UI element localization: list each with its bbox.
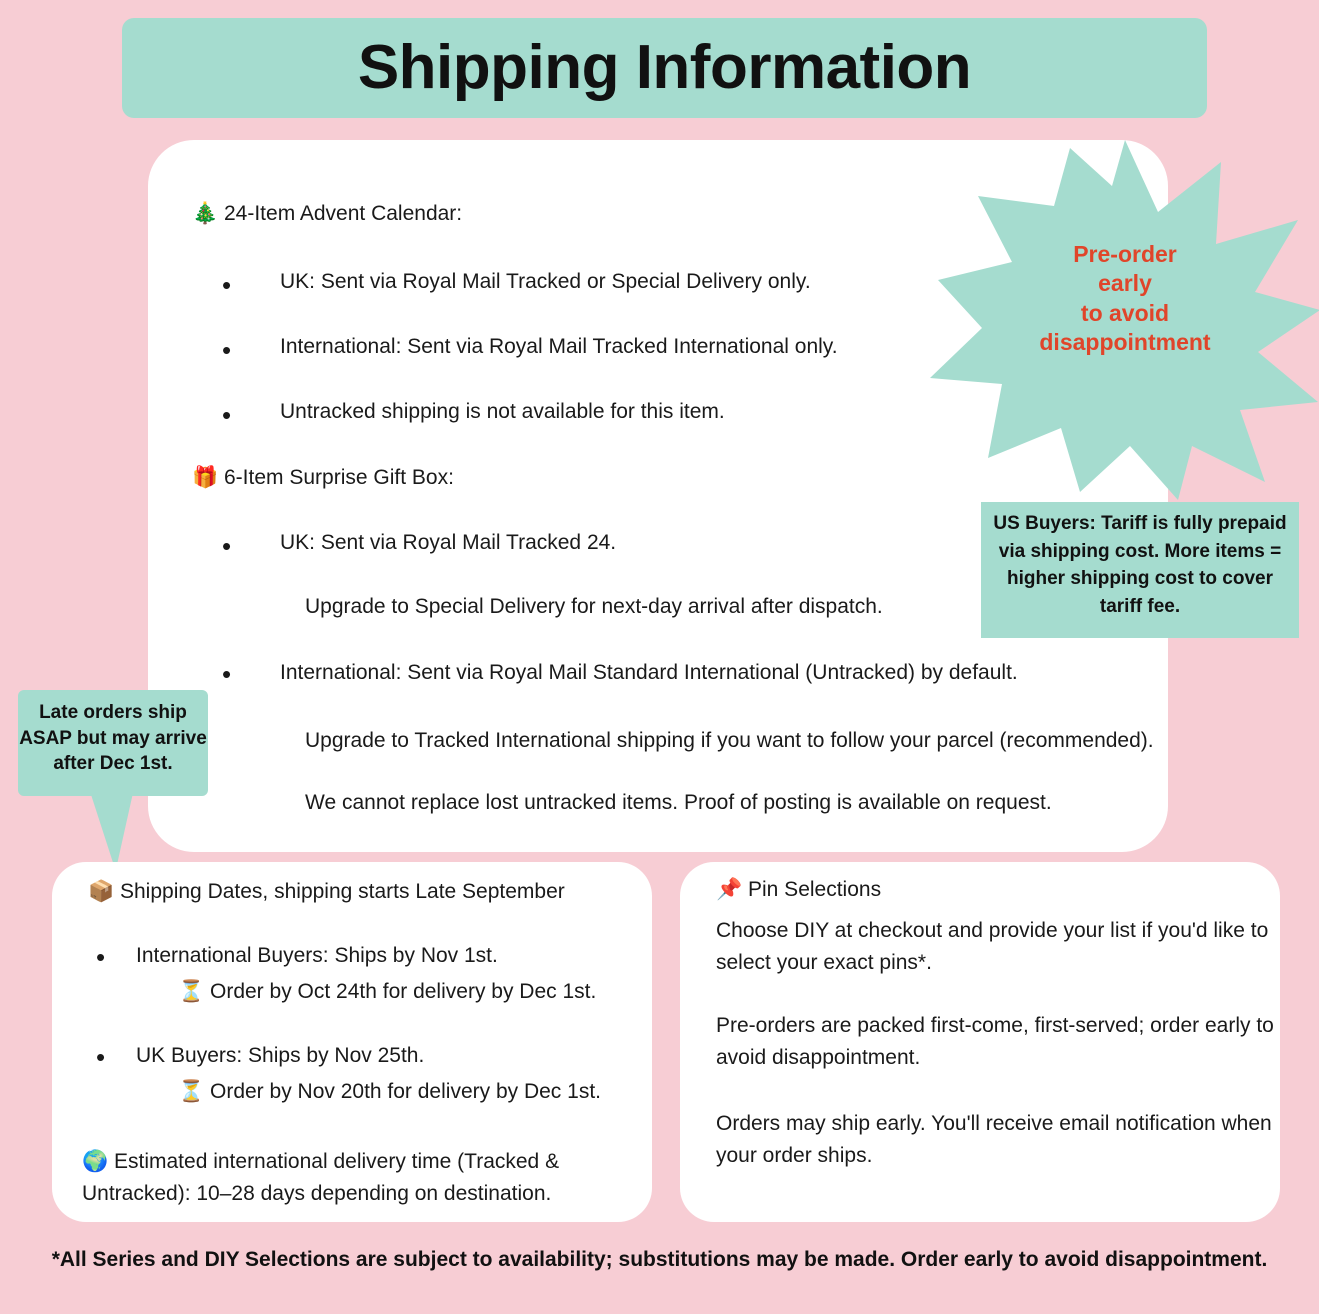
shipping-dates-international-sub: Order by Oct 24th for delivery by Dec 1st. xyxy=(210,980,597,1003)
giftbox-heading-row xyxy=(192,466,454,490)
pin-selections-heading-label: Pin Selections xyxy=(748,878,882,901)
bullet-marker: • xyxy=(222,335,232,365)
bullet-marker: • xyxy=(222,659,232,689)
pin-selections-paragraph-1: Choose DIY at checkout and provide your list if you'd like to select your exact pins*. xyxy=(716,919,1269,974)
us-buyers-tariff-note: US Buyers: Tariff is fully prepaid via shipping cost. More items = higher shipping cost to cover tariff fee. xyxy=(981,502,1299,638)
shipping-dates-uk-sub: Order by Nov 20th for delivery by Dec 1st. xyxy=(210,1080,601,1103)
christmas-tree-icon: 🎄 xyxy=(192,202,219,225)
starburst-line-2: early xyxy=(1098,270,1152,297)
globe-icon: 🌍 xyxy=(82,1150,109,1173)
late-orders-line-3: after Dec 1st. xyxy=(53,753,173,775)
package-icon: 📦 xyxy=(88,880,115,903)
bullet-marker: • xyxy=(96,942,106,972)
shipping-dates-heading-row xyxy=(88,880,565,904)
bullet-marker: • xyxy=(222,270,232,300)
pin-selections-paragraph-3: Orders may ship early. You'll receive email notification when your order ships. xyxy=(716,1112,1272,1167)
hourglass-icon: ⏳ xyxy=(178,1080,205,1103)
starburst-line-3: to avoid xyxy=(1080,299,1170,326)
advent-heading-row xyxy=(192,202,462,226)
late-orders-line-1: Late orders ship xyxy=(39,702,187,723)
estimated-delivery-row xyxy=(82,1146,622,1209)
shipping-dates-international-sub-row xyxy=(178,980,596,1004)
bullet-marker: • xyxy=(96,1042,106,1072)
shipping-dates-uk-main: UK Buyers: Ships by Nov 25th. xyxy=(136,1044,425,1067)
pin-selections-heading-row xyxy=(716,878,881,902)
giftbox-bullet-international: International: Sent via Royal Mail Standard International (Untracked) by default. xyxy=(280,661,1018,684)
pin-selections-paragraph-2: Pre-orders are packed first-come, first-served; order early to avoid disappointment. xyxy=(716,1014,1274,1069)
footer-disclaimer: *All Series and DIY Selections are subject to availability; substitutions may be made. Order early to avoid disappointment. xyxy=(51,1248,1268,1271)
gift-box-icon: 🎁 xyxy=(192,466,219,489)
advent-bullet-untracked: Untracked shipping is not available for this item. xyxy=(280,400,725,423)
advent-bullet-uk: UK: Sent via Royal Mail Tracked or Special Delivery only. xyxy=(280,270,811,293)
estimated-delivery-text: Estimated international delivery time (Tracked & Untracked): 10–28 days depending on destination. xyxy=(82,1150,560,1205)
shipping-dates-heading-label: Shipping Dates, shipping starts Late September xyxy=(120,880,565,903)
starburst-line-4: disappointment xyxy=(1039,329,1211,356)
speech-bubble-tail xyxy=(91,787,146,872)
advent-heading-label: 24-Item Advent Calendar: xyxy=(224,202,463,225)
preorder-starburst-text xyxy=(930,240,1319,358)
bullet-marker: • xyxy=(222,531,232,561)
giftbox-note-lost-items: We cannot replace lost untracked items. Proof of posting is available on request. xyxy=(305,791,1052,814)
pushpin-icon: 📌 xyxy=(716,878,743,901)
shipping-dates-uk-sub-row xyxy=(178,1080,601,1104)
advent-bullet-international: International: Sent via Royal Mail Tracked International only. xyxy=(280,335,838,358)
giftbox-heading-label: 6-Item Surprise Gift Box: xyxy=(224,466,454,489)
late-orders-line-2: ASAP but may arrive xyxy=(19,727,207,749)
giftbox-bullet-uk: UK: Sent via Royal Mail Tracked 24. xyxy=(280,531,617,554)
giftbox-note-uk: Upgrade to Special Delivery for next-day arrival after dispatch. xyxy=(305,595,883,618)
page-title: Shipping Information xyxy=(357,33,972,102)
starburst-line-1: Pre-order xyxy=(1073,241,1177,267)
bullet-marker: • xyxy=(222,400,232,430)
shipping-dates-international-main: International Buyers: Ships by Nov 1st. xyxy=(136,944,498,967)
late-orders-bubble xyxy=(18,690,208,796)
hourglass-icon: ⏳ xyxy=(178,980,205,1003)
giftbox-note-tracked-upgrade: Upgrade to Tracked International shipping if you want to follow your parcel (recommended). xyxy=(305,729,1154,752)
